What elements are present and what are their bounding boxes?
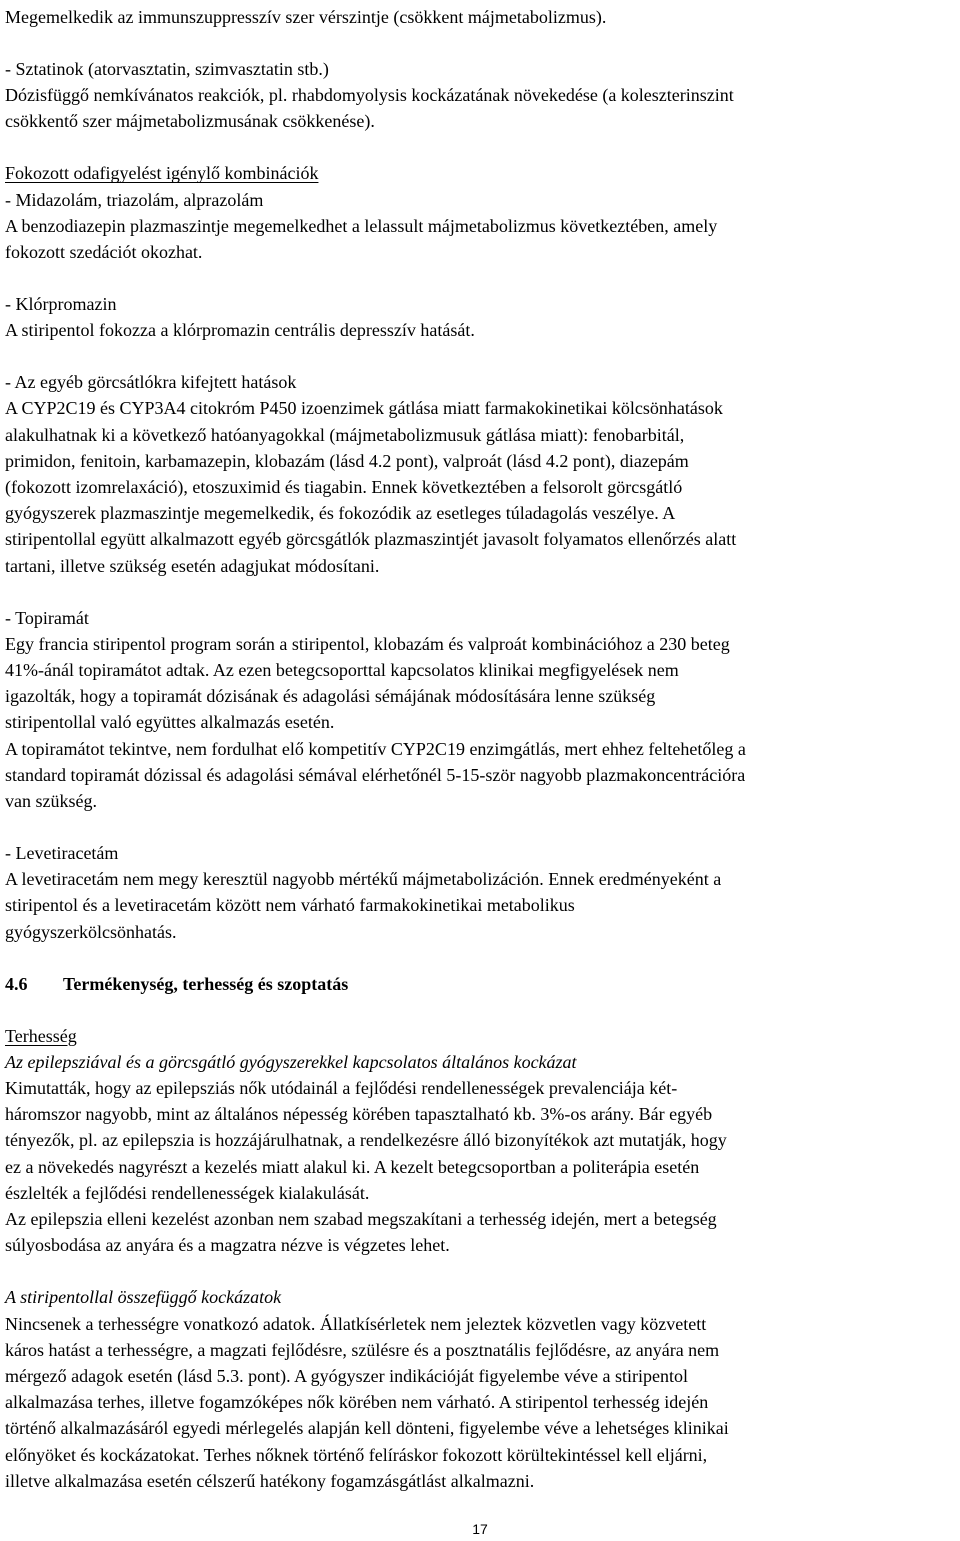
document-body	[5, 4, 955, 1494]
antiepileptics-line: - Az egyéb görcsátlókra kifejtett hatások	[5, 372, 297, 393]
antiepileptics-line: tartani, illetve szükség esetén adagjukat módosítani.	[5, 555, 380, 576]
levetiracetam-line: gyógyszerkölcsönhatás.	[5, 921, 177, 942]
section-heading	[5, 971, 955, 997]
topiramate-line: standard topiramát dózissal és adagolási sémával elérhetőnél 5-15-ször nagyobb plazmakoncentrációra	[5, 764, 746, 785]
pregnancy-heading: Terhesség	[5, 1025, 77, 1046]
topiramate-line: van szükség.	[5, 791, 97, 812]
general-risk-line: Kimutatták, hogy az epilepsziás nők utódainál a fejlődési rendellenességek prevalenciája két-	[5, 1078, 678, 1099]
page-number: 17	[472, 1521, 488, 1537]
levetiracetam-line: A levetiracetám nem megy keresztül nagyobb mértékű májmetabolizáción. Ennek eredményeként a	[5, 869, 722, 890]
antiepileptics-line: A CYP2C19 és CYP3A4 citokróm P450 izoenzimek gátlása miatt farmakokinetikai kölcsönhatások	[5, 398, 723, 419]
general-risk-line: tényezők, pl. az epilepszia is hozzájárulhatnak, a rendelkezésre álló bizonyítékok azt mutatják, hogy	[5, 1130, 727, 1151]
antiepileptics-line: alakulhatnak ki a következő hatóanyagokkal (májmetabolizmusuk gátlása miatt): fenobarbitál,	[5, 424, 685, 445]
statins-line: csökkentő szer májmetabolizmusának csökkenése).	[5, 111, 375, 132]
general-risk-line: észlelték a fejlődési rendellenességek kialakulását.	[5, 1182, 370, 1203]
stiripentol-risk-line: előnyöket és kockázatokat. Terhes nőknek történő felíráskor fokozott körültekintéssel kell eljárni,	[5, 1444, 708, 1465]
intro-line: Megemelkedik az immunszuppresszív szer vérszintje (csökkent májmetabolizmus).	[5, 7, 607, 27]
general-risk-line: Az epilepszia elleni kezelést azonban nem szabad megszakítani a terhesség idején, mert a betegség	[5, 1209, 717, 1230]
topiramate-line: igazolták, hogy a topiramát dózisának és adagolási sémájának módosítására lenne szükség	[5, 686, 656, 707]
stiripentol-risk-heading: A stiripentollal összefüggő kockázatok	[5, 1287, 282, 1308]
antiepileptics-line: (fokozott izomrelaxáció), etoszuximid és tiagabin. Ennek következtében a felsorolt görcsgátló	[5, 477, 683, 498]
benzo-line: - Midazolám, triazolám, alprazolám	[5, 189, 264, 210]
antiepileptics-line: stiripentollal együtt alkalmazott egyéb görcsgátlók plazmaszintjét javasolt folyamatos ellenőrzés alatt	[5, 529, 737, 550]
general-risk-line: háromszor nagyobb, mint az általános népesség körében tapasztalható kb. 3%-os arány. Bár egyéb	[5, 1104, 713, 1125]
statins-line: Dózisfüggő nemkívánatos reakciók, pl. rhabdomyolysis kockázatának növekedése (a koleszterinszint	[5, 85, 734, 106]
topiramate-line: Egy francia stiripentol program során a stiripentol, klobazám és valproát kombinációhoz a 230 beteg	[5, 633, 730, 654]
general-risk-line: súlyosbodása az anyára és a magzatra nézve is végzetes lehet.	[5, 1235, 450, 1256]
section-title: Termékenység, terhesség és szoptatás	[63, 973, 349, 994]
statins-line: - Sztatinok (atorvasztatin, szimvasztatin stb.)	[5, 59, 329, 79]
benzo-line: A benzodiazepin plazmaszintje megemelkedhet a lelassult májmetabolizmus következtében, amely	[5, 215, 718, 236]
topiramate-line: stiripentollal való együttes alkalmazás esetén.	[5, 712, 335, 733]
section-number: 4.6	[5, 973, 28, 994]
stiripentol-risk-line: alkalmazása terhes, illetve fogamzóképes nők körében nem várható. A stiripentol terhesség idején	[5, 1392, 709, 1413]
levetiracetam-line: - Levetiracetám	[5, 843, 119, 864]
levetiracetam-line: stiripentol és a levetiracetám között nem várható farmakokinetikai metabolikus	[5, 895, 575, 916]
topiramate-line: - Topiramát	[5, 607, 89, 628]
caution-combinations-heading: Fokozott odafigyelést igénylő kombinációk	[5, 163, 319, 184]
antiepileptics-line: primidon, fenitoin, karbamazepin, klobazám (lásd 4.2 pont), valproát (lásd 4.2 pont), diazepám	[5, 450, 689, 471]
topiramate-line: A topiramátot tekintve, nem fordulhat elő kompetitív CYP2C19 enzimgátlás, mert ehhez feltehetőleg a	[5, 738, 746, 759]
stiripentol-risk-line: káros hatást a terhességre, a magzati fejlődésre, szülésre és a posztnatális fejlődésre, az anyára nem	[5, 1339, 720, 1360]
stiripentol-risk-line: illetve alkalmazása esetén célszerű hatékony fogamzásgátlást alkalmazni.	[5, 1470, 535, 1491]
stiripentol-risk-line: Nincsenek a terhességre vonatkozó adatok. Állatkísérletek nem jeleztek közvetlen vagy közvetett	[5, 1313, 707, 1334]
antiepileptics-line: gyógyszerek plazmaszintje megemelkedik, és fokozódik az esetleges túladagolás veszélye. A	[5, 503, 676, 524]
chlorpromazine-line: A stiripentol fokozza a klórpromazin centrális depresszív hatását.	[5, 320, 475, 341]
general-risk-line: ez a növekedés nagyrészt a kezelés miatt alakul ki. A kezelt betegcsoportban a politerápia esetén	[5, 1156, 700, 1177]
stiripentol-risk-line: mérgező adagok esetén (lásd 5.3. pont). A gyógyszer indikációját figyelembe véve a stiripentol	[5, 1365, 688, 1386]
stiripentol-risk-line: történő alkalmazásáról egyedi mérlegelés alapján kell dönteni, figyelembe véve a lehetséges klinikai	[5, 1418, 729, 1439]
topiramate-line: 41%-ánál topiramátot adtak. Az ezen betegcsoporttal kapcsolatos klinikai megfigyelések nem	[5, 660, 679, 681]
benzo-line: fokozott szedációt okozhat.	[5, 242, 203, 263]
general-risk-heading: Az epilepsziával és a görcsgátló gyógyszerekkel kapcsolatos általános kockázat	[5, 1051, 577, 1072]
chlorpromazine-line: - Klórpromazin	[5, 294, 117, 315]
